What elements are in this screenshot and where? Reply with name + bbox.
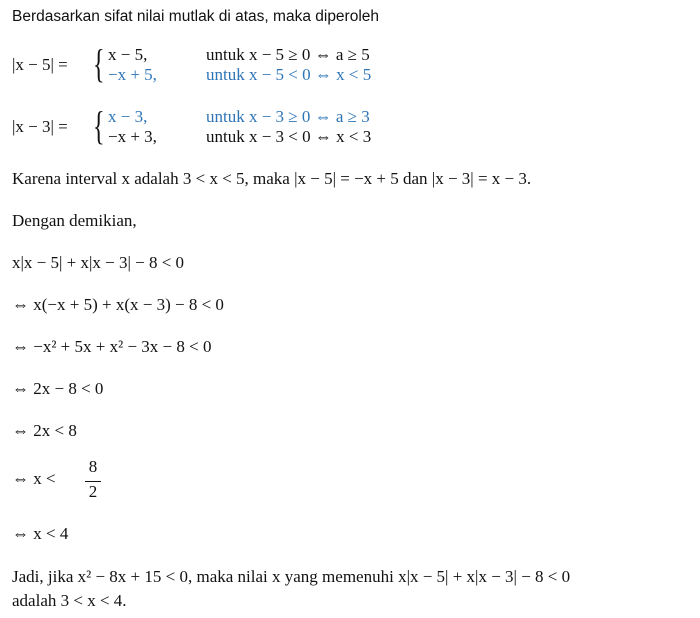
case-expression: x − 5,	[108, 45, 148, 64]
piecewise-lhs: |x − 3| =	[12, 117, 68, 136]
step-4: ⇔ 2x − 8 < 0	[12, 379, 104, 398]
conclusion-line-1: Jadi, jika x² − 8x + 15 < 0, maka nilai x yang memenuhi x|x − 5| + x|x − 3| − 8 < 0	[12, 567, 571, 586]
case-condition: untuk x − 3 ≥ 0 ⇔ a ≥ 3	[206, 107, 370, 126]
step-1: x|x − 5| + x|x − 3| − 8 < 0	[12, 253, 185, 272]
step-5: ⇔ 2x < 8	[12, 421, 77, 440]
piecewise-lhs: |x − 5| =	[12, 55, 68, 74]
case-condition: untuk x − 3 < 0 ⇔ x < 3	[206, 127, 372, 146]
fraction-numerator: 8	[88, 457, 98, 476]
step-2: ⇔ x(−x + 5) + x(x − 3) − 8 < 0	[12, 295, 224, 314]
interval-statement: Karena interval x adalah 3 < x < 5, maka |x − 5| = −x + 5 dan |x − 3| = x − 3.	[12, 169, 532, 188]
left-brace: {	[93, 41, 105, 86]
left-brace: {	[93, 103, 105, 148]
piecewise-abs-x-minus-5	[12, 41, 452, 88]
case-expression: −x + 5,	[108, 65, 157, 84]
case-expression: x − 3,	[108, 107, 148, 126]
dengan-demikian-text: Dengan demikian,	[12, 211, 137, 230]
fraction-denominator: 2	[88, 482, 98, 501]
final-step: ⇔ x < 4	[12, 524, 69, 543]
conclusion-line-2: adalah 3 < x < 4.	[12, 591, 127, 610]
step-3: ⇔ −x² + 5x + x² − 3x − 8 < 0	[12, 337, 212, 356]
piecewise-abs-x-minus-3	[12, 103, 452, 150]
intro-text: Berdasarkan sifat nilai mutlak di atas, maka diperoleh	[12, 8, 380, 25]
fraction-step	[12, 455, 132, 505]
case-condition: untuk x − 5 < 0 ⇔ x < 5	[206, 65, 372, 84]
fraction-prefix: ⇔ x <	[12, 469, 56, 488]
case-expression: −x + 3,	[108, 127, 157, 146]
case-condition: untuk x − 5 ≥ 0 ⇔ a ≥ 5	[206, 45, 370, 64]
